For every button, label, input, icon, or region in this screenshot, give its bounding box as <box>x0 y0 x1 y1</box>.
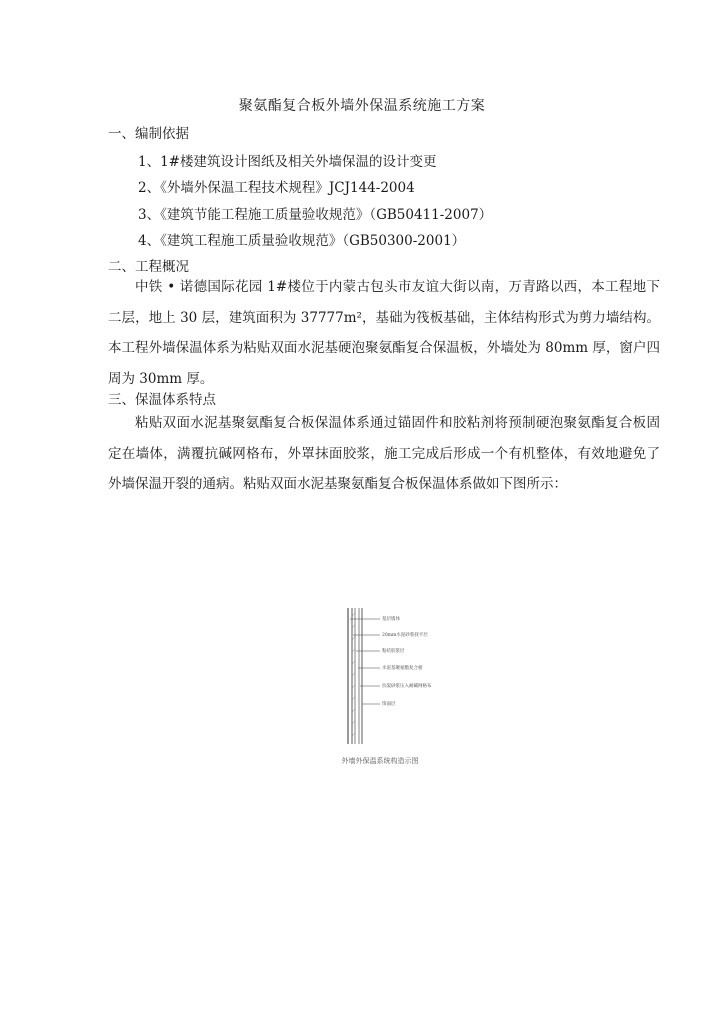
diagram-label-4: 水泥基聚氨酯复合板 <box>382 666 423 671</box>
overview-paragraph: 中铁 • 诺德国际花园 1#楼位于内蒙古包头市友谊大街以南，万青路以西，本工程地下二层，地上 30 层，建筑面积为 37777m²，基础为筏板基础，主体结构形式为剪力墙结构。本工程外墙保温体系为粘贴双面水泥基硬泡聚氨酯复合保温板，外墙处为 80mm 厚，窗户四周为 30mm 厚。 <box>108 279 660 387</box>
insulation-diagram <box>340 606 480 766</box>
section-heading-basis: 一、编制依据 <box>108 126 189 142</box>
basis-item-1: 1、1#楼建筑设计图纸及相关外墙保温的设计变更 <box>138 154 437 170</box>
basis-item-4: 4、《建筑工程施工质量验收规范》（GB50300-2001） <box>138 233 466 249</box>
diagram-label-3: 粘结胶浆层 <box>382 649 405 654</box>
figure-caption: 外墙外保温系统构造示图 <box>341 757 419 765</box>
document-title: 聚氨酯复合板外墙外保温系统施工方案 <box>238 98 486 114</box>
section-heading-overview: 二、工程概况 <box>108 259 189 275</box>
wall-section-drawing <box>340 606 480 756</box>
basis-item-3: 3、《建筑节能工程施工质量验收规范》（GB50411-2007） <box>138 207 493 223</box>
basis-item-2: 2、《外墙外保温工程技术规程》JCJ144-2004 <box>138 180 415 196</box>
wall-hatch <box>352 613 355 736</box>
features-paragraph: 粘贴双面水泥基聚氨酯复合板保温体系通过锚固件和胶粘剂将预制硬泡聚氨酯复合板固定在墙体，满覆抗碱网格布，外罩抹面胶浆，施工完成后形成一个有机整体，有效地避免了外墙保温开裂的通病。粘贴双面水泥基聚氨酯复合板保温体系做如下图所示： <box>108 415 660 492</box>
diagram-label-2: 20mm水泥砂浆找平层 <box>382 633 428 638</box>
diagram-label-1: 基层墙体 <box>382 617 400 622</box>
diagram-label-5: 抗裂砂浆压入耐碱网格布 <box>382 684 432 689</box>
diagram-label-6: 饰面层 <box>382 702 396 707</box>
section-heading-features: 三、保温体系特点 <box>108 392 216 408</box>
